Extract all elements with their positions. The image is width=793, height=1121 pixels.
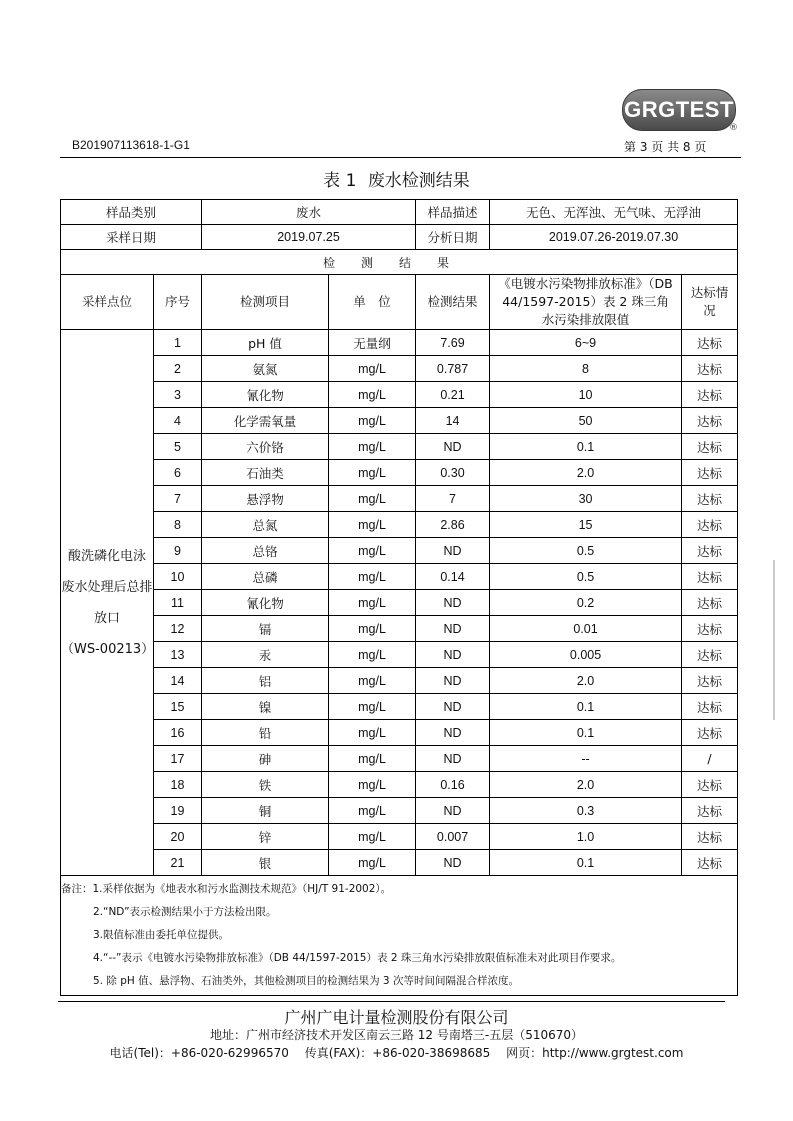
unit: mg/L (329, 694, 416, 720)
col-no: 序号 (154, 275, 202, 330)
row-number: 7 (154, 486, 202, 512)
test-result: ND (416, 590, 490, 616)
row-number: 18 (154, 772, 202, 798)
table-number: 表 1 (323, 171, 357, 191)
test-item: pH 值 (202, 330, 329, 356)
limit-value: 2.0 (490, 772, 682, 798)
test-item: 总磷 (202, 564, 329, 590)
row-number: 11 (154, 590, 202, 616)
test-result: 0.14 (416, 564, 490, 590)
contact-fax: 传真(FAX)：+86-020-38698685 (304, 1046, 491, 1060)
compliance-status: 达标 (682, 850, 738, 876)
test-result: ND (416, 694, 490, 720)
compliance-status: 达标 (682, 824, 738, 850)
unit: mg/L (329, 616, 416, 642)
unit: mg/L (329, 512, 416, 538)
row-number: 15 (154, 694, 202, 720)
test-result: ND (416, 434, 490, 460)
summary-row-2 (61, 225, 738, 250)
row-number: 20 (154, 824, 202, 850)
table-row (61, 564, 738, 590)
logo-text: GRGTEST (622, 89, 736, 131)
test-result: ND (416, 720, 490, 746)
sampling-site-line1: 酸洗磷化电泳 (67, 548, 146, 564)
compliance-status: 达标 (682, 720, 738, 746)
compliance-status: 达标 (682, 538, 738, 564)
test-result: 0.16 (416, 772, 490, 798)
table-row (61, 746, 738, 772)
limit-value: 1.0 (490, 824, 682, 850)
sampling-site-line4: （WS-00213） (61, 641, 155, 657)
unit: mg/L (329, 642, 416, 668)
row-number: 3 (154, 382, 202, 408)
summary-row-1 (61, 200, 738, 225)
compliance-status: 达标 (682, 668, 738, 694)
company-contact (0, 1044, 793, 1061)
compliance-status: 达标 (682, 616, 738, 642)
test-item: 铁 (202, 772, 329, 798)
limit-value: 0.1 (490, 694, 682, 720)
notes (61, 876, 738, 996)
limit-value: 0.2 (490, 590, 682, 616)
row-number: 14 (154, 668, 202, 694)
limit-value: 2.0 (490, 460, 682, 486)
test-item: 银 (202, 850, 329, 876)
compliance-status: 达标 (682, 486, 738, 512)
sampling-date-label: 采样日期 (61, 225, 202, 250)
test-item: 铝 (202, 668, 329, 694)
unit: mg/L (329, 408, 416, 434)
limit-value: 0.3 (490, 798, 682, 824)
sampling-site-line3: 放口 (93, 610, 120, 626)
row-number: 1 (154, 330, 202, 356)
compliance-status: 达标 (682, 512, 738, 538)
grgtest-logo (622, 89, 738, 133)
test-item: 悬浮物 (202, 486, 329, 512)
table-row (61, 694, 738, 720)
col-unit: 单 位 (329, 275, 416, 330)
page-info: 第 3 页 共 8 页 (624, 140, 707, 154)
compliance-status: 达标 (682, 642, 738, 668)
compliance-status: 达标 (682, 798, 738, 824)
note-3: 3.限值标准由委托单位提供。 (93, 929, 230, 941)
limit-value: 0.5 (490, 538, 682, 564)
row-number: 16 (154, 720, 202, 746)
test-result: ND (416, 798, 490, 824)
company-address: 地址：广州市经济技术开发区南云三路 12 号南塔三-五层（510670） (209, 1028, 584, 1042)
compliance-status: 达标 (682, 460, 738, 486)
results-body (61, 330, 738, 876)
table-row (61, 824, 738, 850)
col-item: 检测项目 (202, 275, 329, 330)
report-number: B201907113618-1-G1 (72, 138, 190, 152)
section-title: 检测结果 (61, 250, 738, 275)
test-item: 砷 (202, 746, 329, 772)
table-row (61, 512, 738, 538)
unit: mg/L (329, 434, 416, 460)
row-number: 13 (154, 642, 202, 668)
sample-desc-value: 无色、无浑浊、无气味、无浮油 (490, 200, 738, 225)
test-result: ND (416, 746, 490, 772)
unit: mg/L (329, 746, 416, 772)
compliance-status: 达标 (682, 356, 738, 382)
test-item: 总铬 (202, 538, 329, 564)
test-result: 0.007 (416, 824, 490, 850)
row-number: 5 (154, 434, 202, 460)
test-result: 0.21 (416, 382, 490, 408)
limit-value: 15 (490, 512, 682, 538)
unit: mg/L (329, 850, 416, 876)
test-item: 六价铬 (202, 434, 329, 460)
row-number: 4 (154, 408, 202, 434)
row-number: 6 (154, 460, 202, 486)
test-result: 2.86 (416, 512, 490, 538)
footer-divider (58, 1001, 725, 1002)
unit: mg/L (329, 486, 416, 512)
compliance-status: 达标 (682, 564, 738, 590)
table-row (61, 590, 738, 616)
unit: mg/L (329, 798, 416, 824)
limit-value: 2.0 (490, 668, 682, 694)
col-status: 达标情况 (682, 275, 738, 330)
unit: mg/L (329, 382, 416, 408)
table-row (61, 772, 738, 798)
compliance-status: 达标 (682, 382, 738, 408)
table-row (61, 486, 738, 512)
row-number: 21 (154, 850, 202, 876)
test-item: 镉 (202, 616, 329, 642)
test-item: 铅 (202, 720, 329, 746)
test-result: 0.30 (416, 460, 490, 486)
limit-value: 0.5 (490, 564, 682, 590)
table-row (61, 382, 738, 408)
test-result: ND (416, 642, 490, 668)
test-result: ND (416, 850, 490, 876)
limit-value: -- (490, 746, 682, 772)
test-item: 镍 (202, 694, 329, 720)
limit-value: 0.1 (490, 850, 682, 876)
contact-tel: 电话(Tel)：+86-020-62996570 (109, 1046, 289, 1060)
table-caption: 废水检测结果 (367, 171, 470, 191)
table-row (61, 330, 738, 356)
table-row (61, 798, 738, 824)
row-number: 10 (154, 564, 202, 590)
row-number: 17 (154, 746, 202, 772)
sample-type-label: 样品类别 (61, 200, 202, 225)
row-number: 9 (154, 538, 202, 564)
unit: mg/L (329, 460, 416, 486)
limit-value: 10 (490, 382, 682, 408)
test-result: ND (416, 668, 490, 694)
test-result: ND (416, 616, 490, 642)
unit: mg/L (329, 772, 416, 798)
results-table (60, 199, 738, 996)
limit-value: 30 (490, 486, 682, 512)
compliance-status: 达标 (682, 330, 738, 356)
analysis-date-label: 分析日期 (416, 225, 490, 250)
compliance-status: 达标 (682, 694, 738, 720)
test-item: 总氮 (202, 512, 329, 538)
compliance-status: 达标 (682, 772, 738, 798)
limit-value: 0.005 (490, 642, 682, 668)
test-result: 0.787 (416, 356, 490, 382)
note-1: 备注：1.采样依据为《地表水和污水监测技术规范》（HJ/T 91-2002）。 (61, 883, 392, 895)
table-row (61, 720, 738, 746)
limit-value: 0.01 (490, 616, 682, 642)
row-number: 12 (154, 616, 202, 642)
note-5: 5. 除 pH 值、悬浮物、石油类外，其他检测项目的检测结果为 3 次等时间间隔混合样浓度。 (93, 975, 519, 987)
table-row (61, 434, 738, 460)
table-row (61, 408, 738, 434)
note-4: 4.“--”表示《电镀水污染物排放标准》（DB 44/1597-2015）表 2 珠三角水污染排放限值标准未对此项目作要求。 (93, 952, 622, 964)
sample-type-value: 废水 (202, 200, 416, 225)
table-title (0, 166, 793, 191)
row-number: 19 (154, 798, 202, 824)
table-row (61, 460, 738, 486)
unit: mg/L (329, 720, 416, 746)
limit-value: 50 (490, 408, 682, 434)
header-divider (60, 157, 741, 158)
test-result: 7.69 (416, 330, 490, 356)
unit: mg/L (329, 590, 416, 616)
col-site: 采样点位 (61, 275, 154, 330)
test-item: 石油类 (202, 460, 329, 486)
table-row (61, 538, 738, 564)
test-result: 14 (416, 408, 490, 434)
row-number: 2 (154, 356, 202, 382)
table-row (61, 642, 738, 668)
test-item: 铜 (202, 798, 329, 824)
limit-value: 6~9 (490, 330, 682, 356)
compliance-status: 达标 (682, 590, 738, 616)
unit: mg/L (329, 538, 416, 564)
contact-web: 网页：http://www.grgtest.com (506, 1046, 684, 1060)
limit-value: 0.1 (490, 720, 682, 746)
unit: mg/L (329, 824, 416, 850)
compliance-status: 达标 (682, 434, 738, 460)
unit: 无量纲 (329, 330, 416, 356)
col-result: 检测结果 (416, 275, 490, 330)
row-number: 8 (154, 512, 202, 538)
col-limit: 《电镀水污染物排放标准》（DB 44/1597-2015）表 2 珠三角水污染排放限值 (490, 275, 682, 330)
compliance-status: 达标 (682, 408, 738, 434)
table-row (61, 850, 738, 876)
unit: mg/L (329, 564, 416, 590)
unit: mg/L (329, 668, 416, 694)
sample-desc-label: 样品描述 (416, 200, 490, 225)
analysis-date-value: 2019.07.26-2019.07.30 (490, 225, 738, 250)
table-row (61, 616, 738, 642)
test-result: 7 (416, 486, 490, 512)
table-row (61, 356, 738, 382)
sampling-site (61, 330, 154, 876)
test-item: 汞 (202, 642, 329, 668)
note-2: 2.“ND”表示检测结果小于方法检出限。 (93, 906, 277, 918)
seal-edge-mark (773, 560, 789, 720)
company-name: 广州广电计量检测股份有限公司 (284, 1008, 509, 1027)
sampling-date-value: 2019.07.25 (202, 225, 416, 250)
limit-value: 8 (490, 356, 682, 382)
test-item: 氨氮 (202, 356, 329, 382)
limit-value: 0.1 (490, 434, 682, 460)
notes-row (61, 876, 738, 996)
test-item: 氰化物 (202, 382, 329, 408)
sampling-site-line2: 废水处理后总排 (61, 579, 153, 595)
unit: mg/L (329, 356, 416, 382)
compliance-status: / (682, 746, 738, 772)
test-item: 氰化物 (202, 590, 329, 616)
section-title-row (61, 250, 738, 275)
test-item: 锌 (202, 824, 329, 850)
table-row (61, 668, 738, 694)
test-item: 化学需氧量 (202, 408, 329, 434)
test-result: ND (416, 538, 490, 564)
registered-mark: ® (729, 123, 738, 133)
column-header-row (61, 275, 738, 330)
